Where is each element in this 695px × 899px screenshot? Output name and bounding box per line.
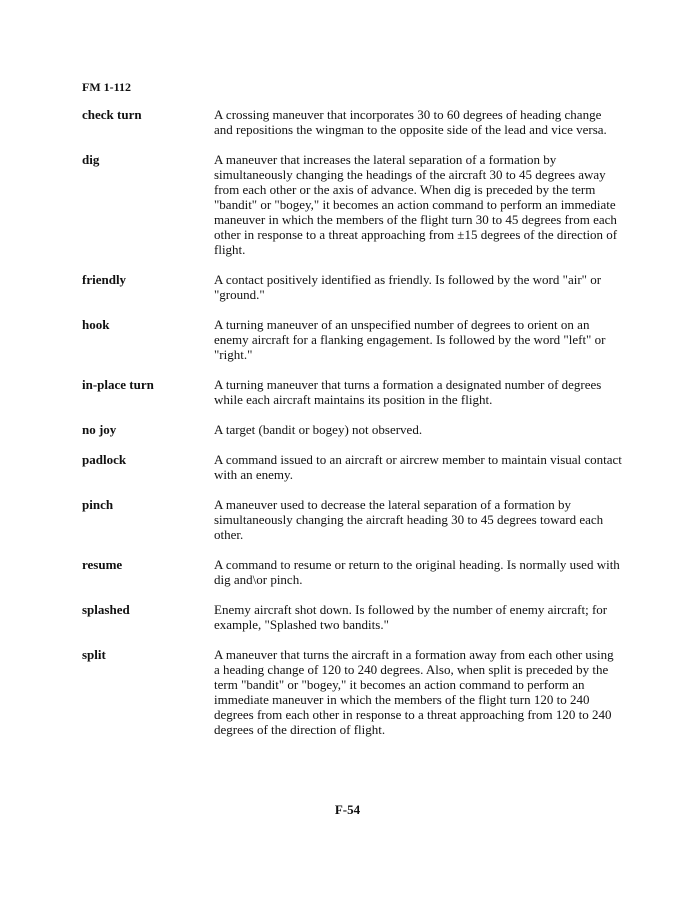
glossary-definition: A maneuver used to decrease the lateral separation of a formation by simultaneously changing the aircraft heading 30 to 45 degrees toward each other. xyxy=(214,497,604,542)
glossary-term: friendly xyxy=(82,272,127,287)
glossary-list xyxy=(82,107,622,752)
glossary-term: resume xyxy=(82,557,123,572)
glossary-definition: A contact positively identified as friendly. Is followed by the word "air" or "ground." xyxy=(214,272,602,302)
manual-id-header: FM 1-112 xyxy=(82,80,131,94)
glossary-term: no joy xyxy=(82,422,117,437)
glossary-definition: A maneuver that turns the aircraft in a formation away from each other using a heading change of 120 to 240 degrees. Also, when split is preceded by the term "bandit" or "bogey," it becomes an action command to perform an immediate maneuver in which the members of the flight turn 120 to 240 degrees from each other in response to a threat approaching from 120 to 240 degrees of the direction of flight. xyxy=(214,647,614,737)
glossary-definition: Enemy aircraft shot down. Is followed by the number of enemy aircraft; for example, "Splashed two bandits." xyxy=(214,602,608,632)
glossary-entry-check-turn xyxy=(82,107,622,137)
glossary-term: check turn xyxy=(82,107,142,122)
glossary-definition: A crossing maneuver that incorporates 30 to 60 degrees of heading change and repositions the wingman to the opposite side of the lead and vice versa. xyxy=(214,107,607,137)
glossary-term: split xyxy=(82,647,106,662)
glossary-entry-in-place-turn xyxy=(82,377,622,407)
glossary-term: pinch xyxy=(82,497,114,512)
glossary-term: dig xyxy=(82,152,100,167)
page-number: F-54 xyxy=(334,802,361,817)
glossary-definition: A command issued to an aircraft or aircrew member to maintain visual contact with an enemy. xyxy=(214,452,622,482)
glossary-entry-no-joy xyxy=(82,422,622,437)
glossary-entry-pinch xyxy=(82,497,622,542)
glossary-entry-resume xyxy=(82,557,622,587)
glossary-term: splashed xyxy=(82,602,130,617)
glossary-definition: A target (bandit or bogey) not observed. xyxy=(214,422,423,437)
glossary-entry-hook xyxy=(82,317,622,362)
glossary-entry-splashed xyxy=(82,602,622,632)
glossary-entry-split xyxy=(82,647,622,737)
glossary-definition: A turning maneuver of an unspecified number of degrees to orient on an enemy aircraft for a flanking engagement. Is followed by the word "left" or "right." xyxy=(214,317,606,362)
glossary-entry-padlock xyxy=(82,452,622,482)
glossary-term: in-place turn xyxy=(82,377,154,392)
glossary-definition: A maneuver that increases the lateral separation of a formation by simultaneously changing the headings of the aircraft 30 to 45 degrees away from each other or the axis of advance. When dig is preceded by the term "bandit" or "bogey," it becomes an action command to perform an immediate maneuver in which the members of the flight turn 30 to 45 degrees from each other in response to a threat approaching from ±15 degrees of the direction of flight. xyxy=(214,152,618,257)
glossary-term: padlock xyxy=(82,452,127,467)
glossary-entry-dig xyxy=(82,152,622,257)
glossary-definition: A command to resume or return to the original heading. Is normally used with dig and\or pinch. xyxy=(214,557,620,587)
glossary-definition: A turning maneuver that turns a formation a designated number of degrees while each aircraft maintains its position in the flight. xyxy=(214,377,602,407)
glossary-term: hook xyxy=(82,317,110,332)
glossary-entry-friendly xyxy=(82,272,622,302)
